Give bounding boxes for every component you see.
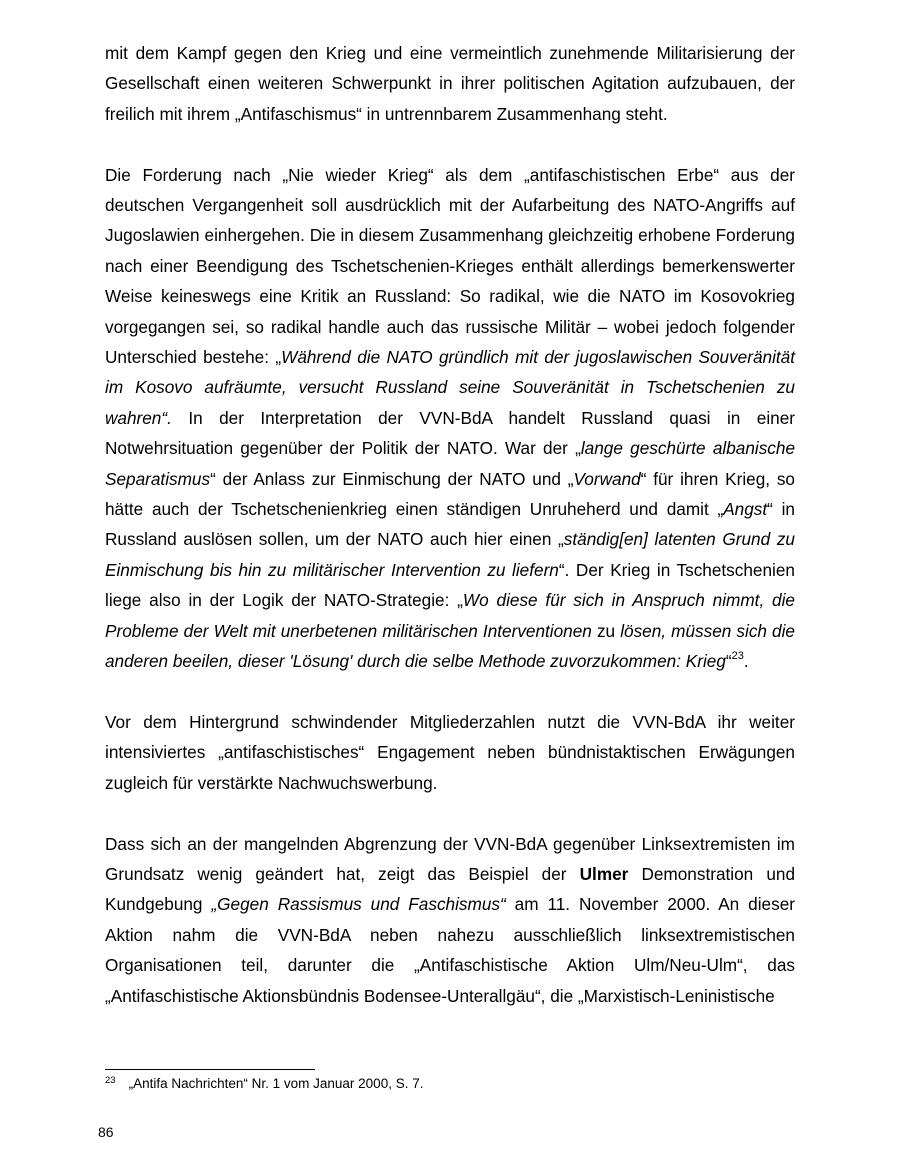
italic-text-run: Während die NATO gründlich mit der jugoslawischen Souveränität im Kosovo aufräumte, versucht Russland seine Souveränität in Tschetschenien zu wahren“. [105, 347, 795, 428]
footnote-reference: 23 [731, 650, 744, 663]
text-run: Dass sich an der mangelnden Abgrenzung der VVN-BdA gegenüber Linksextremisten im Grundsatz wenig geändert hat, zeigt das Beispiel der [105, 833, 795, 884]
text-run: mit dem Kampf gegen den Krieg und eine vermeintlich zunehmende Militarisierung der Gesellschaft einen weiteren Schwerpunkt in ihrer politischen Agitation aufzubauen, der freilich mit ihrem „Antifaschismus“ in untrennbarem Zusammenhang steht. [105, 43, 795, 124]
italic-text-run: ständig[en] latenten Grund zu Einmischung bis hin zu militärischer Intervention zu liefern [105, 529, 795, 580]
footnote-separator [105, 1069, 315, 1070]
text-run: “ in Russland auslösen sollen, um der NATO auch hier einen „ [105, 499, 795, 550]
text-run: “ der Anlass zur Einmischung der NATO und „ [210, 468, 574, 489]
italic-text-run: lösen, müssen sich die anderen beeilen, dieser 'Lösung' durch die selbe Methode zuvorzukommen: Krieg [105, 620, 795, 672]
paragraph [105, 38, 795, 129]
paragraph [105, 707, 795, 798]
text-run: am 11. November 2000. An dieser Aktion nahm die VVN-BdA neben nahezu ausschließlich linksextremistischen Organisationen teil, darunter die „Antifaschistische Aktion Ulm/Neu-Ulm“, das „Antifaschistische Aktionsbündnis Bodensee-Unterallgäu“, die „Marxistisch-Leninistische [105, 894, 795, 1006]
text-run: “ für ihren Krieg, so hätte auch der Tschetschenienkrieg einen ständigen Unruheherd und damit „ [105, 468, 795, 520]
text-run: Die Forderung nach „Nie wieder Krieg“ als dem „antifaschistischen Erbe“ aus der deutschen Vergangenheit soll ausdrücklich mit der Aufarbeitung des NATO-Angriffs auf Jugoslawien einhergehen. Die in diesem Zusammenhang gleichzeitig erhobene Forderung nach einer Beendigung des Tschetschenien-Krieges enthält allerdings bemerkenswerter Weise keineswegs eine Kritik an Russland: So radikal, wie die NATO im Kosovokrieg vorgegangen sei, so radikal handle auch das russische Militär – wobei jedoch folgender Unterschied bestehe: „ [105, 164, 795, 368]
italic-text-run: Vorwand [573, 468, 641, 489]
text-run: Vor dem Hintergrund schwindender Mitgliederzahlen nutzt die VVN-BdA ihr weiter intensiviertes „antifaschistisches“ Engagement neben bündnistaktischen Erwägungen zugleich für verstärkte Nachwuchswerbung. [105, 711, 795, 793]
paragraph [105, 829, 795, 1011]
text-run: Demonstration und Kundgebung [105, 863, 796, 915]
text-run: In der Interpretation der VVN-BdA handelt Russland quasi in einer Notwehrsituation gegenüber der Politik der NATO. War der „ [105, 407, 795, 459]
text-run: zu [591, 620, 621, 641]
page-number: 86 [98, 1124, 114, 1140]
paragraph [105, 160, 795, 677]
text-run: “. Der Krieg in Tschetschenien liege also in der Logik der NATO-Strategie: „ [105, 559, 795, 611]
text-run: “ [725, 651, 732, 672]
footnote-number: 23 [105, 1075, 116, 1086]
text-run: . [743, 651, 749, 672]
footnote-text: „Antifa Nachrichten“ Nr. 1 vom Januar 2000, S. 7. [128, 1076, 424, 1091]
italic-text-run: lange geschürte albanische Separatismus [105, 438, 796, 489]
footnote [105, 1074, 423, 1096]
page-body [105, 38, 795, 1011]
italic-text-run: Wo diese für sich in Anspruch nimmt, die Probleme der Welt mit unerbetenen militärischen Interventionen [105, 590, 795, 641]
italic-text-run: „Gegen Rassismus und Faschismus“ [211, 894, 506, 915]
bold-text-run: Ulmer [579, 863, 629, 884]
italic-text-run: Angst [723, 499, 768, 520]
